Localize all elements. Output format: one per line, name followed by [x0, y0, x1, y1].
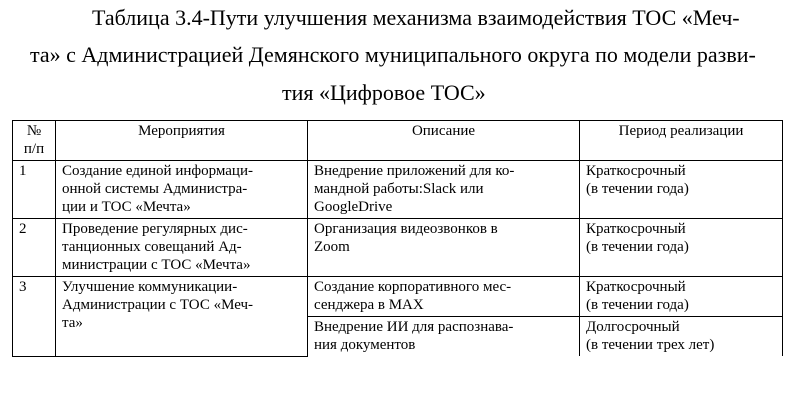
table-row — [13, 277, 783, 317]
row-event: Проведение регулярных дис- танционных совещаний Ад- министрации с ТОС «Мечта» — [56, 219, 308, 277]
row-period: Краткосрочный (в течении года) — [580, 277, 783, 317]
row-description: Внедрение ИИ для распознава- ния документов — [308, 317, 580, 357]
header-events: Мероприятия — [56, 121, 308, 161]
header-description: Описание — [308, 121, 580, 161]
header-number: № п/п — [13, 121, 56, 161]
row-number: 2 — [13, 219, 56, 277]
row-period: Краткосрочный (в течении года) — [580, 161, 783, 219]
table-header-row — [13, 121, 783, 161]
measures-table — [12, 120, 783, 357]
caption-line-1: Таблица 3.4-Пути улучшения механизма взаимодействия ТОС «Меч- — [92, 5, 740, 30]
row-number: 3 — [13, 277, 56, 357]
row-event: Улучшение коммуникации- Администрации с ТОС «Меч- та» — [56, 277, 308, 357]
table-row — [13, 161, 783, 219]
row-number: 1 — [13, 161, 56, 219]
header-period: Период реализации — [580, 121, 783, 161]
caption-line-3: тия «Цифровое ТОС» — [282, 80, 486, 105]
table-row — [13, 219, 783, 277]
row-event: Создание единой информаци- онной системы Администра- ции и ТОС «Мечта» — [56, 161, 308, 219]
caption-line-2: та» с Администрацией Демянского муниципального округа по модели разви- — [30, 42, 756, 67]
row-description: Организация видеозвонков в Zoom — [308, 219, 580, 277]
row-period: Краткосрочный (в течении года) — [580, 219, 783, 277]
row-period: Долгосрочный (в течении трех лет) — [580, 317, 783, 357]
row-description: Внедрение приложений для ко- мандной работы:Slack или GoogleDrive — [308, 161, 580, 219]
row-description: Создание корпоративного мес- сенджера в MAX — [308, 277, 580, 317]
